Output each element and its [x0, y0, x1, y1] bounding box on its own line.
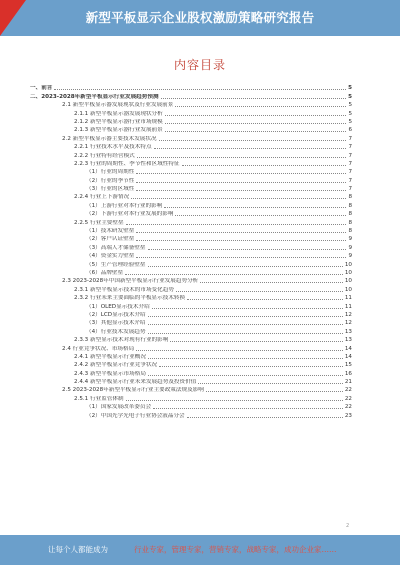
toc-entry[interactable]	[30, 343, 352, 351]
toc-entry-text: （3）高端人才储备壁垒	[86, 244, 146, 251]
toc-leader-dots	[200, 282, 343, 283]
toc-leader-dots	[159, 366, 343, 367]
toc-entry-text: （3）行业的区域性	[86, 186, 135, 193]
report-title: 新型平板显示企业股权激励策略研究报告	[85, 10, 315, 25]
toc-entry-text: 2.1.2 新型平板显示器行业市场规模	[74, 118, 163, 125]
toc-leader-dots	[136, 350, 343, 351]
toc-leader-dots	[198, 383, 343, 384]
toc-entry-text: 2.1 新型平板显示器发展现状及行业发展前景	[62, 102, 174, 109]
toc-entry-page: 10	[344, 261, 352, 268]
toc-leader-dots	[187, 299, 343, 300]
toc-entry-text: 2.3 2023-2028年中国新型平板显示行业发展趋势分析	[62, 278, 199, 285]
toc-entry-text: 2.1.3 新型平板显示器行业发展前景	[74, 127, 163, 134]
toc-entry-page: 11	[344, 303, 352, 310]
toc-entry-text: （2）LCD显示技术介绍	[86, 311, 146, 318]
toc-leader-dots	[136, 182, 346, 183]
toc-entry-text: （2）客户认证壁垒	[86, 236, 135, 243]
toc-entry[interactable]	[30, 91, 352, 99]
toc-entry[interactable]	[30, 284, 352, 292]
toc-entry[interactable]	[30, 200, 352, 208]
toc-leader-dots	[136, 173, 346, 174]
toc-leader-dots	[165, 123, 347, 124]
toc-entry[interactable]	[30, 377, 352, 385]
toc-leader-dots	[137, 157, 347, 158]
toc-entry[interactable]	[30, 259, 352, 267]
toc-entry[interactable]	[30, 100, 352, 108]
toc-entry-text: （1）行业的周期性	[86, 169, 135, 176]
toc-entry-page: 8	[348, 202, 352, 209]
toc-entry-text: 2.4 行业竞争状况、市场格局	[62, 345, 135, 352]
toc-leader-dots	[182, 165, 347, 166]
toc-entry-text: （2）下游行业对本行业发展的影响	[86, 211, 174, 218]
toc-entry-page: 9	[348, 244, 352, 251]
toc-entry-text: 2.2.4 行业上下游情况	[74, 194, 130, 201]
toc-leader-dots	[159, 140, 347, 141]
toc-entry-page: 14	[344, 345, 352, 352]
toc-entry[interactable]	[30, 326, 352, 334]
toc-leader-dots	[170, 341, 343, 342]
toc-entry[interactable]	[30, 159, 352, 167]
toc-entry[interactable]	[30, 133, 352, 141]
toc-entry-text: （1）国家发展改革委员会	[86, 404, 152, 411]
toc-entry[interactable]	[30, 184, 352, 192]
toc-entry-page: 8	[348, 211, 352, 218]
toc-leader-dots	[161, 98, 347, 99]
toc-entry-text: 2.2.2 行业特有经营模式	[74, 152, 135, 159]
toc-entry-page: 22	[344, 395, 352, 402]
toc-entry-page: 21	[344, 379, 352, 386]
toc-leader-dots	[136, 257, 346, 258]
toc-entry-page: 9	[348, 253, 352, 260]
toc-entry[interactable]	[30, 352, 352, 360]
toc-entry-page: 6	[348, 127, 352, 134]
toc-entry-text: 2.4.1 新型平板显示行业概况	[74, 353, 146, 360]
page-number: 2	[346, 523, 350, 529]
toc-entry-page: 8	[348, 228, 352, 235]
toc-entry-page: 15	[344, 362, 352, 369]
toc-entry-page: 13	[344, 328, 352, 335]
toc-entry[interactable]	[30, 108, 352, 116]
toc-leader-dots	[165, 115, 347, 116]
toc-entry[interactable]	[30, 318, 352, 326]
toc-leader-dots	[165, 131, 347, 132]
toc-entry-text: 2.3.2 行业未来主要面临的平板显示技术转换	[74, 295, 186, 302]
toc-entry-page: 5	[348, 85, 352, 92]
toc-leader-dots	[148, 249, 347, 250]
toc-leader-dots	[125, 274, 343, 275]
toc-entry[interactable]	[30, 301, 352, 309]
toc-entry-text: （5）生产管理经验壁垒	[86, 261, 146, 268]
toc-leader-dots	[126, 224, 347, 225]
toc-entry[interactable]	[30, 242, 352, 250]
toc-entry-page: 12	[344, 320, 352, 327]
toc-entry-page: 7	[348, 160, 352, 167]
toc-entry-text: （4）资金实力壁垒	[86, 253, 135, 260]
toc-entry[interactable]	[30, 142, 352, 150]
toc-entry-page: 7	[348, 152, 352, 159]
toc-entry-text: （1）OLED显示技术介绍	[86, 303, 150, 310]
toc-entry-page: 14	[344, 353, 352, 360]
footer-slogan-left: 让每个人都能成为	[48, 545, 108, 554]
toc-leader-dots	[153, 408, 343, 409]
toc-entry[interactable]	[30, 125, 352, 133]
toc-entry-text: （3）其他显示技术介绍	[86, 320, 146, 327]
toc-entry-page: 5	[348, 93, 352, 100]
toc-entry[interactable]	[30, 117, 352, 125]
toc-entry-text: 2.2 新型平板显示器主要技术发展状况	[62, 135, 157, 142]
toc-leader-dots	[175, 215, 346, 216]
toc-entry[interactable]	[30, 360, 352, 368]
toc-entry[interactable]	[30, 192, 352, 200]
toc-leader-dots	[148, 375, 343, 376]
toc-entry-page: 8	[348, 194, 352, 201]
footer-slogan-right: 行业专家，管理专家，营销专家，战略专家，成功企业家……	[134, 545, 337, 554]
toc-entry-text: 2.4.4 新型平板显示行业未来发展趋势及投资价值	[74, 379, 197, 386]
toc-entry[interactable]	[30, 393, 352, 401]
toc-entry-page: 7	[348, 135, 352, 142]
toc-entry-text: 2.5.1 行业监管体制	[74, 395, 124, 402]
toc-entry-text: 二、2023-2028年新型平板显示行业发展趋势预测	[30, 93, 159, 100]
toc-heading: 内容目录	[173, 58, 226, 72]
toc-leader-dots	[152, 308, 343, 309]
toc-entry[interactable]	[30, 268, 352, 276]
toc-entry-page: 12	[344, 311, 352, 318]
toc-entry-page: 9	[348, 236, 352, 243]
toc-entry-page: 10	[344, 269, 352, 276]
footer-bar	[0, 535, 400, 565]
toc-entry-page: 7	[348, 186, 352, 193]
toc-entry-page: 5	[348, 102, 352, 109]
toc-entry-page: 8	[348, 219, 352, 226]
toc-entry[interactable]	[30, 175, 352, 183]
toc-entry-text: 2.2.5 行业主要壁垒	[74, 219, 124, 226]
toc-entry-page: 7	[348, 169, 352, 176]
toc-leader-dots	[148, 324, 343, 325]
toc-entry[interactable]	[30, 83, 352, 91]
toc-leader-dots	[148, 316, 343, 317]
toc-entry-text: （1）技术研发壁垒	[86, 228, 135, 235]
toc-entry[interactable]	[30, 335, 352, 343]
toc-entry-text: （6）品牌壁垒	[86, 269, 124, 276]
toc-entry-page: 16	[344, 370, 352, 377]
toc-entry-page: 22	[344, 387, 352, 394]
toc-entry-text: 2.2.3 行业的周期性、季节性和区域性特征	[74, 160, 180, 167]
toc-entry-page: 23	[344, 412, 352, 419]
toc-entry[interactable]	[30, 226, 352, 234]
toc-entry-page: 10	[344, 278, 352, 285]
toc-leader-dots	[131, 198, 346, 199]
toc-entry[interactable]	[30, 167, 352, 175]
toc-entry-text: （2）中国光学光电子行业协会液晶分会	[86, 412, 185, 419]
table-of-contents	[30, 83, 352, 419]
toc-entry[interactable]	[30, 385, 352, 393]
toc-leader-dots	[136, 240, 346, 241]
toc-leader-dots	[154, 148, 347, 149]
toc-leader-dots	[148, 266, 343, 267]
toc-entry[interactable]	[30, 217, 352, 225]
toc-leader-dots	[164, 207, 346, 208]
toc-entry-page: 10	[344, 286, 352, 293]
toc-leader-dots	[187, 417, 343, 418]
toc-entry[interactable]	[30, 150, 352, 158]
toc-entry[interactable]	[30, 368, 352, 376]
toc-entry-page: 5	[348, 118, 352, 125]
toc-entry-page: 11	[344, 295, 352, 302]
toc-entry-page: 7	[348, 177, 352, 184]
toc-entry-text: （2）行业的季节性	[86, 177, 135, 184]
toc-entry[interactable]	[30, 234, 352, 242]
toc-entry-text: （4）行业技术发展趋势	[86, 328, 146, 335]
toc-entry[interactable]	[30, 310, 352, 318]
toc-entry[interactable]	[30, 209, 352, 217]
toc-entry-page: 22	[344, 404, 352, 411]
toc-leader-dots	[148, 333, 343, 334]
toc-leader-dots	[148, 358, 343, 359]
toc-entry[interactable]	[30, 410, 352, 418]
toc-entry[interactable]	[30, 402, 352, 410]
toc-entry-text: 2.2.1 行业技术水平及技术特点	[74, 144, 152, 151]
toc-entry-text: 2.4.2 新型平板显示行业竞争状况	[74, 362, 158, 369]
toc-entry-page: 5	[348, 110, 352, 117]
toc-leader-dots	[136, 232, 346, 233]
toc-entry-text: 2.3.3 新型显示技术对现有行业的影响	[74, 337, 169, 344]
toc-entry-text: 2.4.3 新型平板显示市场格局	[74, 370, 146, 377]
toc-entry[interactable]	[30, 276, 352, 284]
toc-entry-page: 13	[344, 337, 352, 344]
toc-entry-text: 2.1.1 新型平板显示器发展现状分析	[74, 110, 163, 117]
toc-entry-text: （1）上游行业对本行业的影响	[86, 202, 163, 209]
toc-entry-text: 一、前言	[30, 85, 53, 92]
toc-leader-dots	[206, 391, 343, 392]
toc-leader-dots	[126, 400, 343, 401]
toc-entry[interactable]	[30, 293, 352, 301]
toc-leader-dots	[175, 106, 346, 107]
toc-entry-text: 2.3.1 新型平板显示技术的市场变化趋势	[74, 286, 174, 293]
toc-leader-dots	[136, 190, 346, 191]
toc-leader-dots	[54, 89, 346, 90]
toc-entry-page: 7	[348, 144, 352, 151]
toc-entry-text: 2.5 2023-2028年新型平板显示行业主要政策法规及影响	[62, 387, 204, 394]
toc-entry[interactable]	[30, 251, 352, 259]
toc-leader-dots	[176, 291, 343, 292]
report-header-bar	[0, 0, 400, 36]
